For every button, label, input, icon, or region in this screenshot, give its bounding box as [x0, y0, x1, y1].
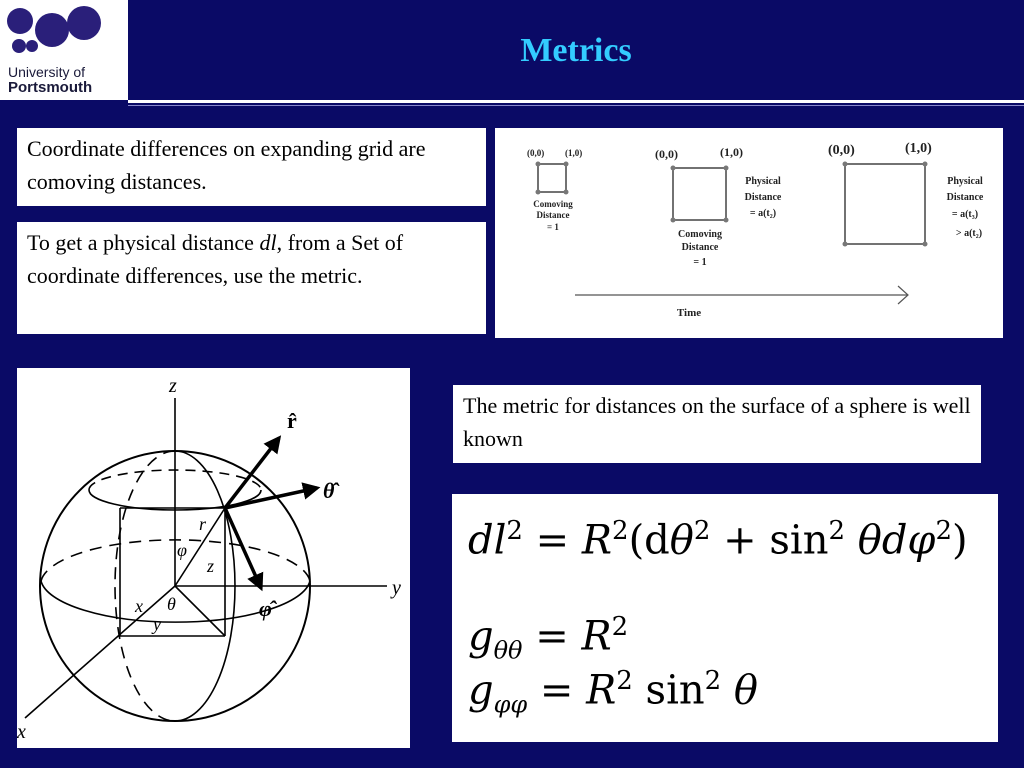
medium-corner-label: (1,0)	[720, 145, 743, 159]
eq3-sin: sin	[632, 667, 705, 714]
eq1-sq-3: 2	[693, 516, 711, 546]
meridian-back	[115, 451, 175, 721]
university-logo	[0, 0, 128, 100]
eq3-g: g	[468, 667, 494, 714]
physical-text-suffix: , from a Set of coordinate differences, use the metric.	[27, 230, 404, 288]
g-theta-theta-equation	[468, 612, 628, 664]
medium-comoving-3: = 1	[693, 257, 707, 268]
eq2-r: R	[581, 613, 612, 660]
comoving-text: Coordinate differences on expanding grid are comoving distances.	[27, 136, 426, 194]
physical-distance-text-box	[17, 222, 486, 334]
medium-comoving-2: Distance	[681, 242, 719, 253]
eq3-equals: =	[527, 667, 587, 714]
phi-angle-label: φ	[177, 540, 187, 560]
physical-text-variable: dl	[259, 230, 277, 255]
logo-dots-icon	[0, 0, 128, 64]
eq1-plus-sin: + sin	[710, 517, 829, 564]
large-grid-square	[845, 164, 925, 244]
eq1-sq-1: 2	[506, 516, 523, 546]
title-divider-thin	[128, 105, 1024, 106]
small-label-2: Distance	[536, 210, 570, 220]
eq1-sq-4: 2	[828, 516, 846, 546]
eq1-sq-2: 2	[612, 516, 629, 546]
eq1-equals: =	[522, 517, 582, 564]
z-axis-label: z	[169, 375, 177, 397]
logo-line2: Portsmouth	[8, 79, 93, 96]
small-origin-label: (0,0)	[527, 148, 545, 158]
eq2-equals: =	[522, 613, 582, 660]
metric-equations-panel	[452, 494, 998, 742]
sphere-diagram-svg	[17, 368, 410, 748]
g-phi-phi-equation	[468, 666, 758, 718]
medium-physical-3: = a(t₂)	[749, 208, 777, 219]
small-label-3: = 1	[547, 222, 559, 232]
large-corner-label: (1,0)	[905, 141, 932, 156]
small-label-1: Comoving	[533, 199, 573, 209]
y-coord-label: y	[153, 614, 161, 634]
large-physical-4: > a(t₂)	[955, 228, 983, 239]
x-coord-label: x	[135, 596, 143, 616]
eq1-theta: θ	[669, 517, 694, 564]
eq3-theta: θ	[721, 667, 758, 714]
eq2-sq: 2	[611, 612, 629, 642]
comoving-text-box	[17, 128, 486, 206]
sphere-metric-text-box	[453, 385, 981, 463]
eq2-sub: θθ	[493, 636, 523, 665]
small-grid-square	[538, 164, 566, 192]
y-axis-label: y	[392, 577, 401, 599]
eq1-open: (d	[628, 517, 670, 564]
medium-physical-1: Physical	[745, 176, 781, 187]
slide-title: Metrics	[520, 32, 632, 69]
small-corner-label: (1,0)	[565, 148, 583, 158]
phi-hat-label: φ̂	[259, 596, 272, 621]
eq2-g: g	[468, 613, 494, 660]
time-label: Time	[676, 307, 702, 319]
medium-comoving-1: Comoving	[678, 229, 722, 240]
r-label: r	[199, 514, 207, 534]
sphere-metric-text: The metric for distances on the surface of a sphere is well known	[463, 393, 971, 451]
grid-diagram-svg	[495, 128, 1003, 338]
expanding-grid-diagram	[495, 128, 1003, 338]
physical-text-prefix: To get a physical distance	[27, 230, 260, 255]
eq3-sq-2: 2	[704, 666, 722, 696]
theta-angle-label: θ	[167, 594, 176, 614]
logo-line1: University of	[8, 64, 86, 80]
medium-physical-2: Distance	[744, 192, 782, 203]
sphere-coordinates-diagram	[17, 368, 410, 748]
eq1-phi: φ	[907, 517, 936, 564]
large-physical-1: Physical	[947, 176, 983, 187]
logo-wordmark	[8, 64, 92, 96]
eq1-r: R	[581, 517, 613, 564]
large-origin-label: (0,0)	[828, 143, 855, 158]
eq3-sq-1: 2	[616, 666, 633, 696]
large-physical-2: Distance	[946, 192, 984, 203]
r-hat-label: r̂	[287, 408, 297, 433]
xy-projection-line	[175, 586, 225, 636]
line-element-equation	[468, 516, 968, 563]
eq1-sq-5: 2	[935, 516, 952, 546]
medium-grid-square	[673, 168, 726, 220]
eq3-sub: φφ	[493, 690, 528, 719]
medium-origin-label: (0,0)	[655, 147, 678, 161]
eq1-dl: dl	[468, 517, 507, 564]
eq3-r: R	[586, 667, 617, 714]
title-divider	[128, 100, 1024, 103]
eq1-close: )	[951, 517, 968, 564]
large-physical-3: = a(t₃)	[951, 209, 979, 220]
z-height-label: z	[207, 556, 215, 576]
eq1-theta-d: θd	[845, 517, 908, 564]
theta-hat-label: θ̂	[323, 478, 335, 503]
x-axis-label: x	[17, 721, 26, 743]
